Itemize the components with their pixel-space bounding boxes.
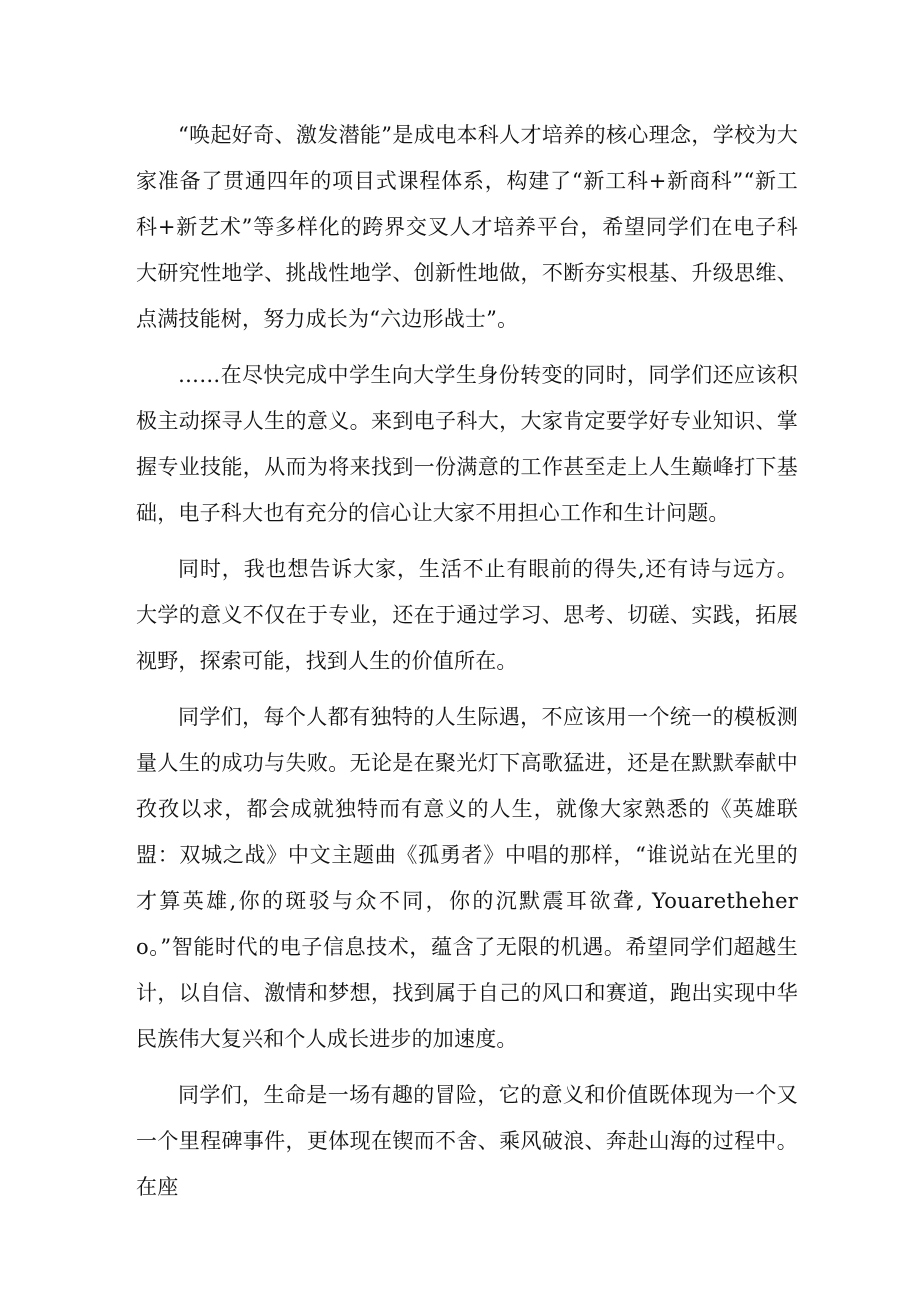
- paragraph-3: 同时，我也想告诉大家，生活不止有眼前的得失,还有诗与远方。大学的意义不仅在于专业，还在于通过学习、思考、切磋、实践，拓展视野，探索可能，找到人生的价值所在。: [136, 557, 798, 673]
- body-text: [136, 112, 798, 1220]
- paragraph-2: ……在尽快完成中学生向大学生身份转变的同时，同学们还应该积极主动探寻人生的意义。来到电子科大，大家肯定要学好专业知识、掌握专业技能，从而为将来找到一份满意的工作甚至走上人生巅峰打下基础，电子科大也有充分的信心让大家不用担心工作和生计问题。: [136, 363, 798, 525]
- paragraph-4: 同学们，每个人都有独特的人生际遇，不应该用一个统一的模板测量人生的成功与失败。无论是在聚光灯下高歌猛进，还是在默默奉献中孜孜以求，都会成就独特而有意义的人生，就像大家熟悉的《英雄联盟：双城之战》中文主题曲《孤勇者》中唱的那样，“谁说站在光里的才算英雄,你的斑驳与众不同，你的沉默震耳欲聋, Youarethehero。”智能时代的电子信息技术，蕴含了无限的机遇。希望同学们超越生计，以自信、激情和梦想，找到属于自己的风口和赛道，跑出实现中华民族伟大复兴和个人成长进步的加速度。: [136, 705, 798, 1051]
- paragraph-1: “唤起好奇、激发潜能”是成电本科人才培养的核心理念，学校为大家准备了贯通四年的项目式课程体系，构建了“新工科+新商科”“新工科+新艺术”等多样化的跨界交叉人才培养平台，希望同学们在电子科大研究性地学、挑战性地学、创新性地做，不断夯实根基、升级思维、点满技能树，努力成长为“六边形战士”。: [136, 123, 798, 331]
- paragraph-5: 同学们，生命是一场有趣的冒险，它的意义和价值既体现为一个又一个里程碑事件，更体现在锲而不舍、乘风破浪、奔赴山海的过程中。在座: [136, 1083, 798, 1199]
